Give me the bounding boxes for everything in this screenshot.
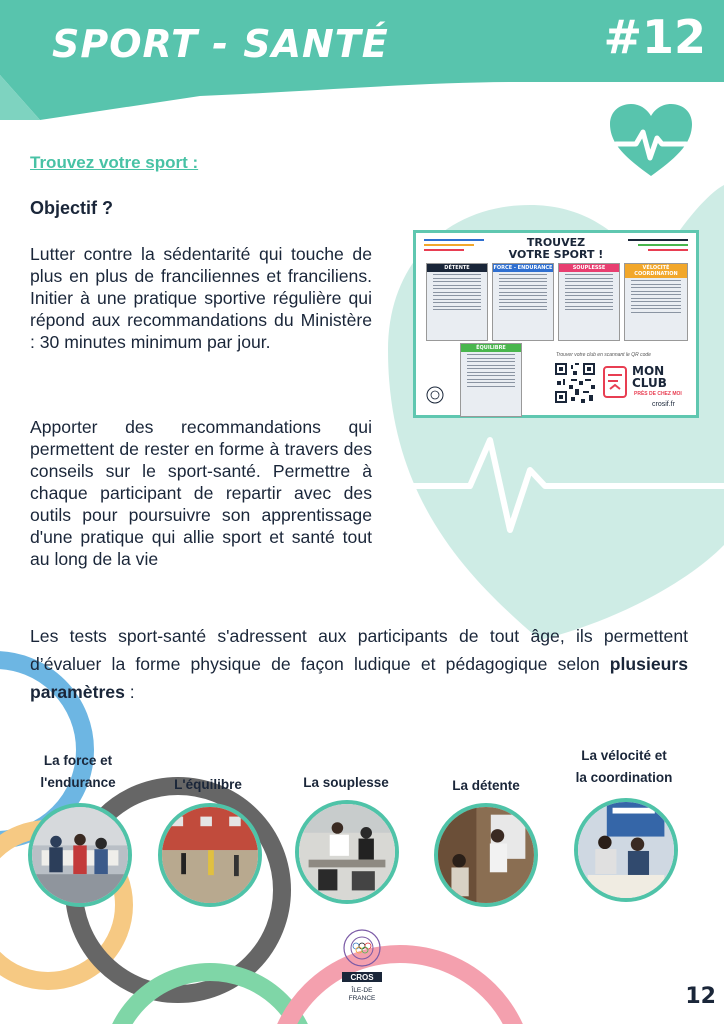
page-number: 12: [685, 984, 716, 1009]
poster-card-equilibre: ÉQUILIBRE: [460, 343, 522, 417]
page-tag: #12: [603, 10, 706, 64]
objective-paragraph-1: Lutter contre la sédentarité qui touche de plus en plus de franciliennes et franciliens. Initier à une pratique sportive régulière qui répond aux recommandations du Ministère : 30 minutes minimum par jour.: [30, 244, 372, 352]
poster-seal-icon: [426, 386, 444, 404]
cros-logo-region-line-2: FRANCE: [348, 995, 376, 1002]
parameter-label-force-endurance: La force et l'endurance: [40, 753, 116, 790]
cros-logo-region-line-1: ÎLE-DE: [351, 987, 373, 994]
tests-intro-paragraph: Les tests sport-santé s'adressent aux participants de tout âge, ils permettent d’évaluer la forme physique de façon ludique et pédagogique selon plusieurs paramètres :: [30, 626, 688, 702]
parameter-label-detente: La détente: [452, 778, 520, 793]
poster-card-velocite-coordination: VÉLOCITÉ COORDINATION: [624, 263, 688, 341]
cros-ile-de-france-logo: [334, 928, 390, 1010]
find-your-sport-link[interactable]: Trouvez votre sport :: [30, 153, 199, 172]
parameter-label-souplesse: La souplesse: [303, 775, 389, 790]
poster-card-detente: DÉTENTE: [426, 263, 488, 341]
objective-paragraph-2: Apporter des recommandations qui permettent de rester en forme à travers des conseils sur le sport-santé. Permettre à chaque participant de repartir avec des outils pour poursuivre son apprentissage d'une pratique qui allie sport et santé tout au long de la vie: [30, 417, 372, 569]
parameter-label-velocite-coordination: La vélocité et la coordination: [575, 748, 673, 785]
mon-club-logo-text: MON CLUB: [632, 364, 667, 390]
heartbeat-heart-icon: [606, 100, 696, 178]
parameters-emphasis: plusieurs paramètres: [30, 654, 688, 702]
page-title: SPORT - SANTÉ: [52, 22, 389, 66]
cros-logo-text: CROS: [350, 973, 374, 982]
find-your-sport-poster: [413, 230, 699, 418]
poster-title: TROUVEZ VOTRE SPORT !: [508, 236, 604, 261]
fitness-test-photo: [28, 803, 132, 907]
qr-code-icon[interactable]: [553, 361, 597, 405]
jumping-test-photo: [434, 803, 538, 907]
mon-club-logo-subtitle: PRÈS DE CHEZ MOI: [634, 391, 682, 397]
poster-qr-caption: Trouver votre club en scannant le QR code: [556, 352, 651, 358]
poster-url[interactable]: crosif.fr: [652, 401, 675, 408]
poster-card-force-endurance: FORCE - ENDURANCE: [492, 263, 554, 341]
objective-heading: Objectif ?: [30, 198, 114, 218]
coordination-workshop-photo: [574, 798, 678, 902]
gym-hall-balance-photo: [158, 803, 262, 907]
stretching-photo: [295, 800, 399, 904]
poster-card-souplesse: SOUPLESSE: [558, 263, 620, 341]
parameter-label-equilibre: L'équilibre: [174, 777, 242, 792]
